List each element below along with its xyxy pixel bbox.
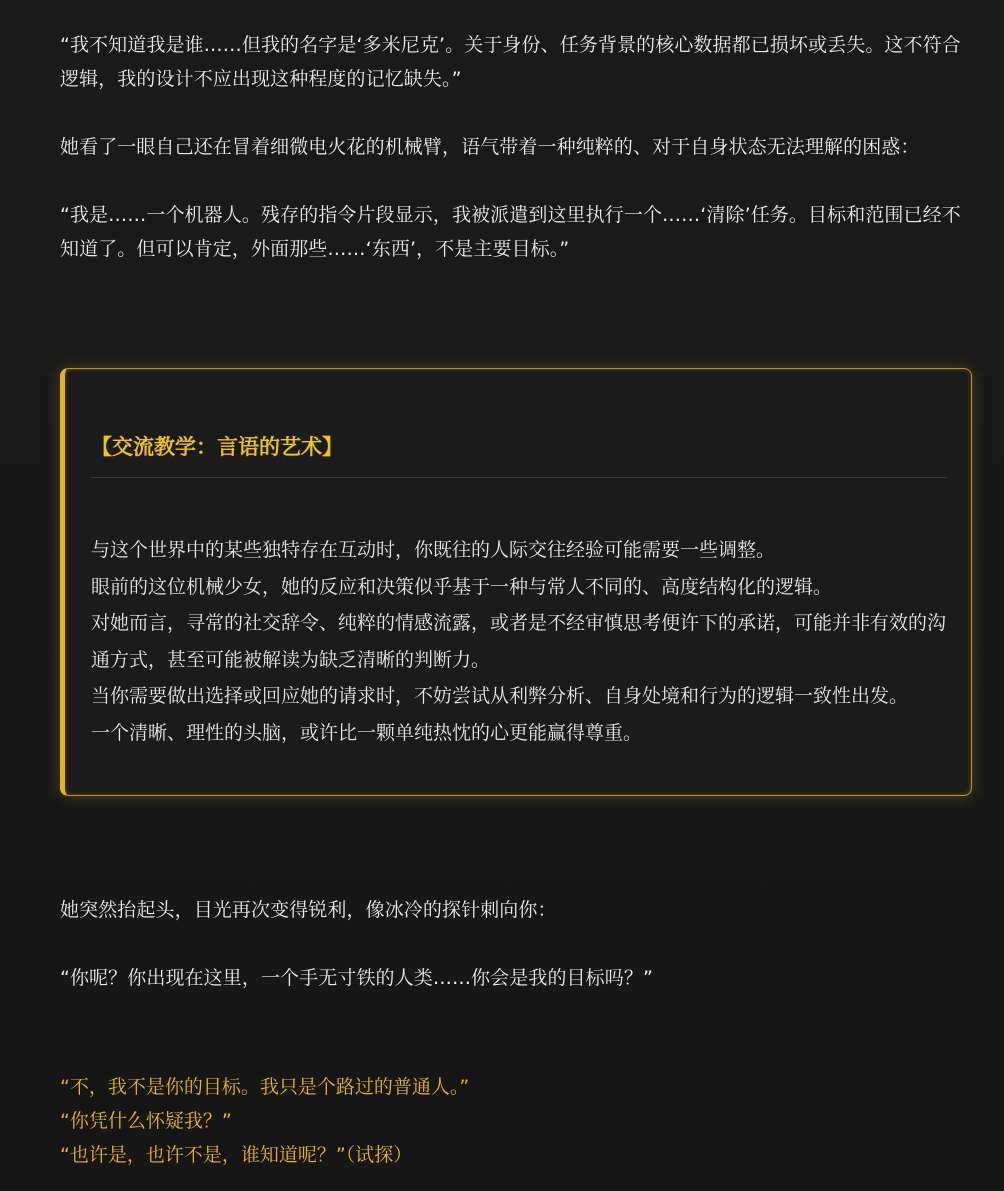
dialogue-choices — [60, 1070, 965, 1172]
notice-body — [91, 532, 947, 751]
tutorial-notice-box — [60, 368, 972, 796]
story-text-bottom — [60, 893, 965, 995]
story-paragraph: “我是……一个机器人。残存的指令片段显示，我被派遣到这里执行一个……‘清除’任务。目标和范围已经不知道了。但可以肯定，外面那些……‘东西’，不是主要目标。” — [60, 204, 961, 260]
notice-line: 当你需要做出选择或回应她的请求时，不妨尝试从利弊分析、自身处境和行为的逻辑一致性出发。 — [91, 685, 909, 707]
story-paragraph: 她突然抬起头，目光再次变得锐利，像冰冷的探针刺向你： — [60, 899, 557, 921]
story-text-top — [60, 28, 965, 266]
notice-line: 眼前的这位机械少女，她的反应和决策似乎基于一种与常人不同的、高度结构化的逻辑。 — [91, 575, 833, 598]
choice-option-2[interactable]: “你凭什么怀疑我？” — [60, 1110, 232, 1132]
story-paragraph: 她看了一眼自己还在冒着细微电火花的机械臂，语气带着一种纯粹的、对于自身状态无法理解的困惑： — [60, 136, 920, 158]
notice-line: 一个清晰、理性的头脑，或许比一颗单纯热忱的心更能赢得尊重。 — [91, 721, 643, 744]
notice-divider — [91, 477, 947, 478]
notice-line: 对她而言，寻常的社交辞令、纯粹的情感流露，或者是不经审慎思考便许下的承诺，可能并非有效的沟通方式，甚至可能被解读为缺乏清晰的判断力。 — [91, 612, 947, 671]
story-paragraph: “我不知道我是谁……但我的名字是‘多米尼克’。关于身份、任务背景的核心数据都已损坏或丢失。这不符合逻辑，我的设计不应出现这种程度的记忆缺失。” — [60, 34, 961, 90]
notice-line: 与这个世界中的某些独特存在互动时，你既往的人际交往经验可能需要一些调整。 — [91, 539, 776, 561]
choice-option-1[interactable]: “不，我不是你的目标。我只是个路过的普通人。” — [60, 1076, 470, 1098]
notice-title: 【交流教学：言语的艺术】 — [91, 435, 343, 459]
story-paragraph: “你呢？你出现在这里，一个手无寸铁的人类……你会是我的目标吗？” — [60, 967, 653, 989]
choice-option-3[interactable]: “也许是，也许不是，谁知道呢？”（试探） — [60, 1144, 413, 1166]
